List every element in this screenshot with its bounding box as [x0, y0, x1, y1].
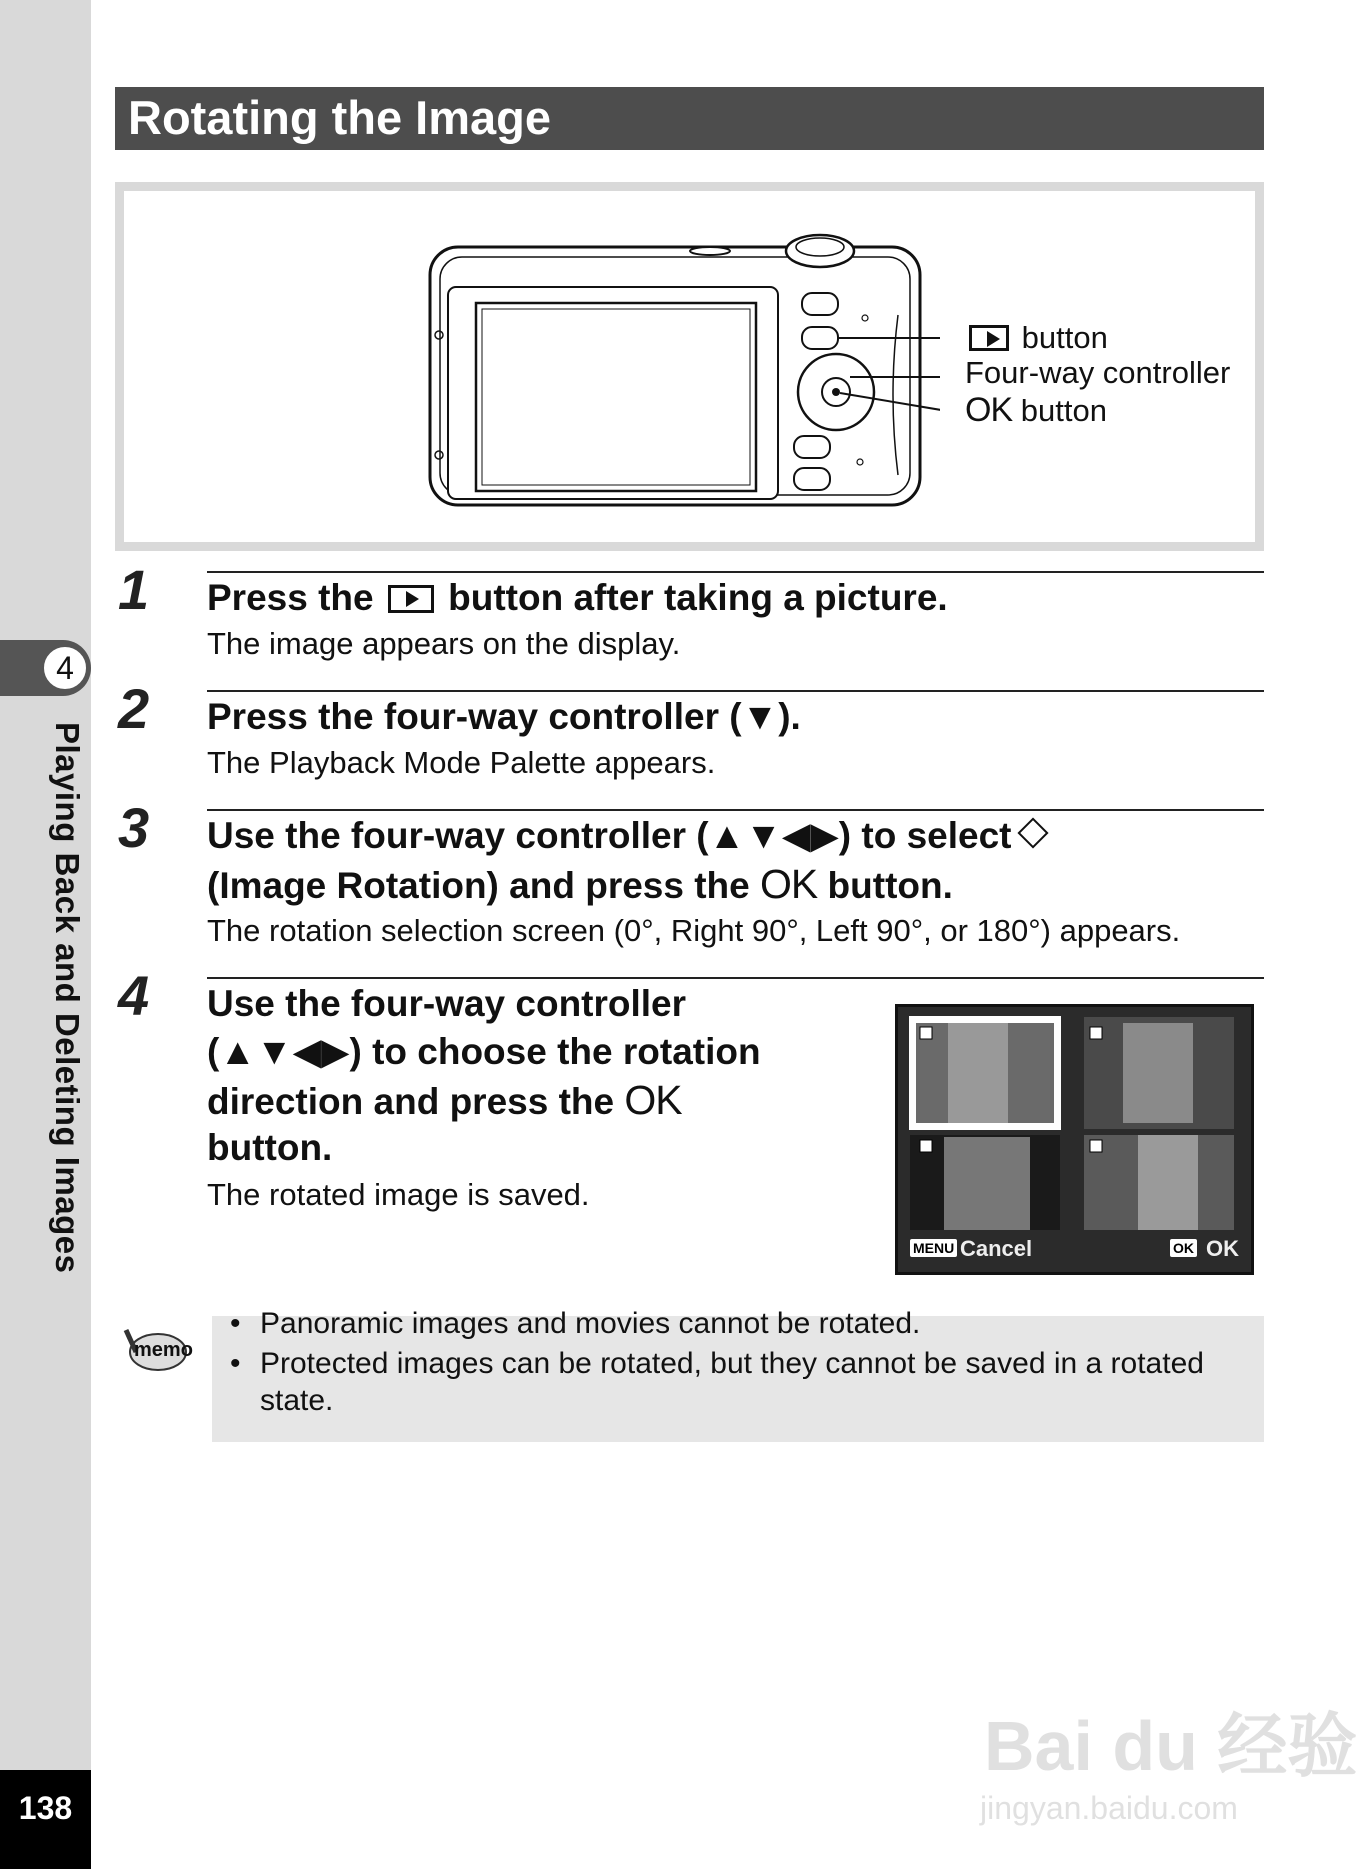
chapter-number: 4: [42, 645, 88, 691]
watermark-brand: Bai du 经验: [984, 1707, 1358, 1785]
memo-item: • Protected images can be rotated, but they cannot be saved in a rotated state.: [230, 1347, 1204, 1417]
play-icon: [969, 325, 1009, 351]
step-heading: (Image Rotation) and press the OK button.: [207, 861, 953, 907]
step-divider: [207, 809, 1264, 811]
step-divider: [207, 571, 1264, 573]
rotation-thumbnails: [898, 1007, 1251, 1232]
camera-back-illustration: [420, 225, 940, 515]
rotation-selection-screen: [895, 1004, 1254, 1275]
memo-label: memo: [134, 1339, 193, 1361]
cancel-label: Cancel: [960, 1236, 1033, 1261]
step-number: 4: [118, 964, 150, 1027]
callout-ok-button: OK button: [965, 391, 1107, 429]
callout-play-button: button: [965, 320, 1108, 356]
chapter-title: Playing Back and Deleting Images: [49, 722, 86, 1274]
play-icon: [388, 585, 434, 613]
image-rotation-icon: [1017, 817, 1048, 848]
page-title: Rotating the Image: [128, 91, 552, 144]
bullet: •: [230, 1347, 241, 1380]
bullet: •: [230, 1307, 241, 1340]
step-heading: button.: [207, 1127, 333, 1168]
step-body: The rotated image is saved.: [207, 1177, 590, 1212]
step-body: The rotation selection screen (0°, Right 90°, Left 90°, or 180°) appears.: [207, 913, 1181, 948]
step-heading: Use the four-way controller: [207, 983, 687, 1024]
step-heading: (▲▼◀▶) to choose the rotation: [207, 1031, 761, 1072]
step-heading: Press the button after taking a picture.: [207, 577, 948, 618]
step-heading: Press the four-way controller (▼).: [207, 696, 801, 737]
memo-icon: [120, 1322, 193, 1372]
memo-item: • Panoramic images and movies cannot be rotated.: [230, 1307, 921, 1340]
step-heading: direction and press the OK: [207, 1077, 682, 1123]
step-body: The Playback Mode Palette appears.: [207, 745, 716, 780]
step-number: 2: [118, 677, 150, 740]
ok-label: OK: [1206, 1236, 1239, 1261]
callout-four-way-controller: Four-way controller: [965, 355, 1231, 390]
step-number: 1: [118, 558, 150, 621]
ok-key: OK: [1170, 1239, 1197, 1257]
watermark-url: jingyan.baidu.com: [980, 1790, 1238, 1826]
step-body: The image appears on the display.: [207, 626, 681, 661]
step-divider: [207, 690, 1264, 692]
page-number: 138: [18, 1790, 73, 1826]
ok-icon: OK: [624, 1077, 682, 1123]
lcd-footer: [898, 1236, 1251, 1266]
step-divider: [207, 977, 1264, 979]
menu-key: MENU: [910, 1239, 957, 1257]
ok-icon: OK: [760, 861, 818, 907]
step-heading: Use the four-way controller (▲▼◀▶) to select: [207, 812, 1044, 860]
ok-icon: OK: [965, 391, 1013, 429]
step-number: 3: [118, 796, 150, 859]
